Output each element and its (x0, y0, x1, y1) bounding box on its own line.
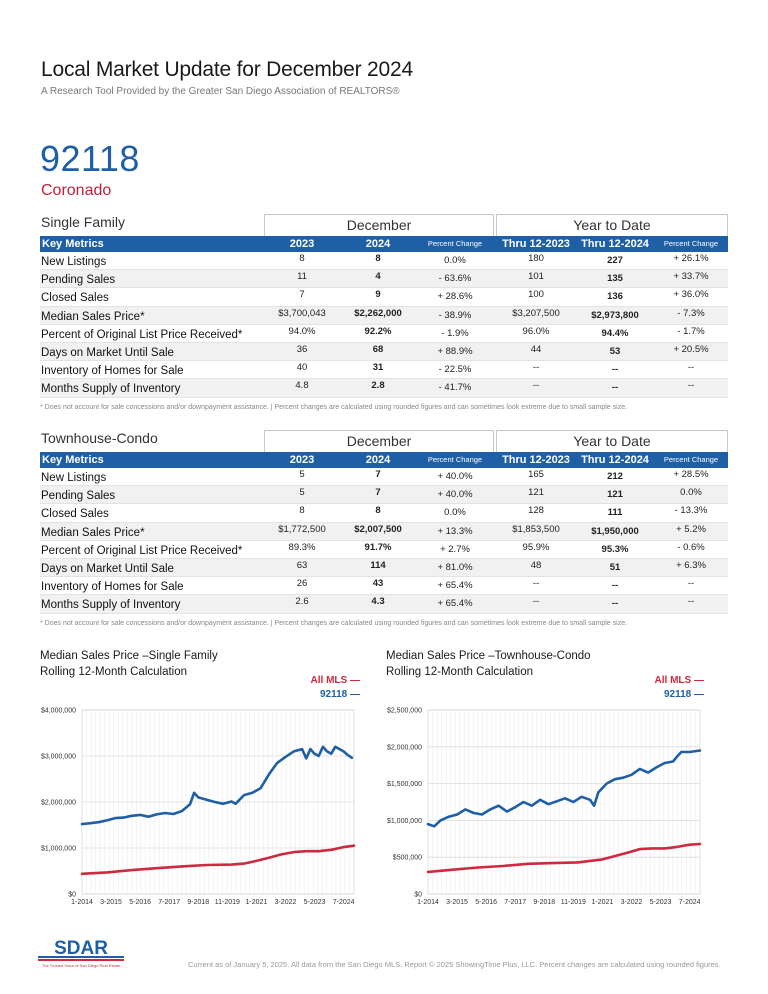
month-percent-change: + 65.4% (437, 580, 473, 592)
col-key-metrics: Key Metrics (42, 238, 104, 250)
month-2023-value: 2.6 (295, 596, 309, 608)
ytd-2024-value: -- (611, 598, 619, 610)
col-thru-2023: Thru 12-2023 (502, 454, 570, 466)
month-2024-value: $2,262,000 (354, 307, 402, 319)
metric-name: Inventory of Homes for Sale (41, 365, 184, 378)
col-ytd-percent-change: Percent Change (663, 455, 719, 464)
chart-subtitle-townhouse: Rolling 12-Month Calculation (386, 666, 534, 678)
ytd-2024-value: 212 (607, 471, 623, 482)
month-2024-value: 68 (372, 343, 384, 355)
ytd-2024-value: $2,973,800 (591, 309, 639, 321)
zip-code: 92118 (40, 138, 140, 179)
x-tick-label: 1-2021 (245, 899, 268, 906)
x-tick-label: 3-2022 (620, 899, 643, 906)
y-tick-label: $1,000,000 (40, 845, 76, 853)
x-tick-label: 11-2019 (214, 899, 240, 906)
chart-legend-townhouse (594, 674, 704, 702)
group-ytd: Year to Date (496, 430, 728, 452)
x-tick-label: 1-2014 (417, 899, 439, 906)
col-2023: 2023 (289, 238, 315, 250)
ytd-2023-value: 48 (530, 559, 542, 571)
month-2024-value: 114 (370, 559, 386, 571)
ytd-2024-value: -- (611, 382, 619, 394)
x-tick-label: 9-2018 (187, 899, 210, 906)
ytd-percent-change: -- (687, 578, 695, 590)
month-2024-value: 4.3 (371, 596, 385, 608)
area-name: Coronado (41, 182, 112, 199)
chart-subtitle-single-family: Rolling 12-Month Calculation (40, 666, 188, 678)
month-percent-change: - 63.6% (438, 273, 472, 285)
month-2023-value: 8 (299, 253, 305, 264)
ytd-percent-change: -- (687, 362, 695, 374)
metric-name: Median Sales Price* (41, 526, 145, 539)
month-2024-value: 9 (375, 289, 381, 301)
month-2023-value: $3,700,043 (278, 307, 326, 319)
metric-name: Pending Sales (41, 274, 116, 287)
x-tick-label: 5-2023 (303, 899, 326, 906)
ytd-percent-change: -- (687, 380, 695, 392)
month-percent-change: - 1.9% (441, 327, 469, 339)
month-percent-change: + 40.0% (437, 471, 473, 482)
y-tick-label: $0 (68, 891, 76, 899)
month-2023-value: 8 (299, 505, 305, 517)
legend-zip: 92118 — (319, 689, 360, 700)
ytd-2023-value: 44 (530, 343, 542, 355)
month-2023-value: 40 (296, 362, 308, 374)
ytd-2024-value: -- (611, 364, 619, 376)
ytd-2023-value: 121 (528, 487, 544, 499)
page-footer: Current as of January 5, 2025. All data from the San Diego MLS. Report © 2025 ShowingTime Plus, LLC. Percent changes are calculated using rounded figures. (188, 960, 721, 969)
x-tick-label: 7-2024 (678, 899, 701, 906)
y-tick-label: $1,000,000 (386, 817, 422, 825)
y-tick-label: $2,500,000 (386, 707, 422, 715)
month-2024-value: $2,007,500 (354, 523, 402, 535)
metric-name: Pending Sales (41, 490, 116, 503)
x-tick-label: 11-2019 (560, 899, 586, 906)
ytd-2023-value: 100 (528, 289, 544, 301)
group-month: December (264, 430, 494, 452)
x-tick-label: 3-2022 (274, 899, 297, 906)
ytd-2023-value: -- (532, 380, 540, 392)
col-thru-2023: Thru 12-2023 (502, 238, 570, 250)
x-tick-label: 1-2021 (591, 899, 614, 906)
month-2024-value: 92.2% (364, 325, 392, 337)
month-percent-change: + 13.3% (437, 525, 473, 537)
month-percent-change: - 38.9% (438, 309, 472, 321)
footnote: * Does not account for sale concessions and/or downpayment assistance. | Percent changes are calculated using rounded figures and can sometimes look extreme due to small sample size. (40, 620, 628, 627)
month-2023-value: 4.8 (295, 380, 309, 392)
month-percent-change: 0.0% (444, 507, 466, 519)
page-title: Local Market Update for December 2024 (41, 58, 413, 81)
metric-name: Days on Market Until Sale (41, 562, 174, 575)
month-2024-value: 31 (372, 362, 384, 374)
x-tick-label: 3-2015 (446, 899, 468, 906)
month-2024-value: 8 (375, 505, 381, 517)
ytd-2023-value: 165 (528, 469, 544, 480)
metric-name: Closed Sales (41, 292, 109, 305)
ytd-2023-value: 180 (528, 253, 544, 264)
ytd-2023-value: 101 (528, 271, 544, 283)
ytd-2024-value: 136 (607, 291, 623, 303)
x-tick-label: 3-2015 (100, 899, 122, 906)
y-tick-label: $2,000,000 (386, 744, 422, 752)
ytd-2023-value: $1,853,500 (512, 523, 560, 535)
y-tick-label: $500,000 (392, 854, 422, 862)
ytd-2023-value: -- (532, 578, 540, 590)
month-2023-value: 36 (296, 343, 308, 355)
metric-name: Days on Market Until Sale (41, 346, 174, 359)
page-subtitle: A Research Tool Provided by the Greater San Diego Association of REALTORS® (41, 86, 400, 97)
month-2024-value: 4 (375, 271, 381, 283)
col-2024: 2024 (365, 454, 391, 466)
section-label: Townhouse-Condo (41, 430, 158, 446)
group-ytd: Year to Date (496, 214, 728, 236)
ytd-percent-change: -- (687, 596, 695, 608)
group-month: December (264, 214, 494, 236)
month-percent-change: + 65.4% (437, 598, 473, 610)
x-tick-label: 1-2014 (71, 899, 93, 906)
month-2023-value: $1,772,500 (278, 523, 326, 535)
ytd-percent-change: + 33.7% (673, 271, 709, 283)
footnote: * Does not account for sale concessions and/or downpayment assistance. | Percent changes are calculated using rounded figures and can sometimes look extreme due to small sample size. (40, 404, 628, 411)
y-tick-label: $4,000,000 (40, 707, 76, 715)
y-tick-label: $0 (414, 891, 422, 899)
ytd-2024-value: 95.3% (601, 543, 629, 555)
month-2023-value: 63 (296, 559, 308, 571)
y-tick-label: $1,500,000 (386, 781, 422, 789)
month-percent-change: - 41.7% (438, 382, 472, 394)
y-tick-label: $2,000,000 (40, 799, 76, 807)
month-percent-change: - 22.5% (438, 364, 472, 376)
month-percent-change: + 28.6% (437, 291, 473, 303)
x-tick-label: 5-2023 (649, 899, 672, 906)
ytd-2024-value: 111 (607, 507, 623, 519)
ytd-2023-value: 96.0% (522, 325, 550, 337)
ytd-2024-value: 53 (609, 345, 621, 357)
metric-name: Months Supply of Inventory (41, 383, 181, 396)
metric-name: Closed Sales (41, 508, 109, 521)
month-2024-value: 43 (372, 578, 384, 590)
ytd-percent-change: + 28.5% (673, 469, 709, 480)
ytd-2023-value: 128 (528, 505, 544, 517)
x-tick-label: 7-2017 (158, 899, 181, 906)
month-2023-value: 11 (297, 271, 307, 283)
ytd-percent-change: - 0.6% (677, 541, 705, 553)
month-percent-change: + 40.0% (437, 489, 473, 501)
col-thru-2024: Thru 12-2024 (581, 454, 649, 466)
month-2023-value: 5 (299, 487, 305, 499)
ytd-2023-value: $3,207,500 (512, 307, 560, 319)
ytd-2024-value: $1,950,000 (591, 525, 639, 537)
x-tick-label: 7-2017 (504, 899, 527, 906)
metric-name: Percent of Original List Price Received* (41, 328, 243, 341)
month-percent-change: 0.0% (444, 255, 466, 266)
month-2024-value: 7 (375, 487, 381, 499)
month-2024-value: 8 (375, 253, 381, 264)
month-percent-change: + 88.9% (437, 345, 473, 357)
metric-name: Median Sales Price* (41, 310, 145, 323)
month-2023-value: 5 (299, 469, 305, 480)
month-2023-value: 26 (296, 578, 308, 590)
x-tick-label: 5-2016 (129, 899, 152, 906)
ytd-percent-change: + 5.2% (676, 523, 706, 535)
legend-zip: 92118 — (663, 689, 704, 700)
section-label: Single Family (41, 214, 126, 230)
month-percent-change: + 81.0% (437, 561, 473, 573)
x-tick-label: 9-2018 (533, 899, 556, 906)
month-percent-change: + 2.7% (440, 543, 470, 555)
month-2023-value: 7 (299, 289, 305, 301)
month-2024-value: 2.8 (371, 380, 385, 392)
col-key-metrics: Key Metrics (42, 454, 104, 466)
month-2023-value: 89.3% (288, 541, 316, 553)
logo-tagline: The Trusted Voice of San Diego Real Estate (41, 963, 121, 968)
ytd-2024-value: 94.4% (601, 327, 629, 339)
ytd-percent-change: - 1.7% (677, 325, 705, 337)
col-2023: 2023 (289, 454, 315, 466)
ytd-percent-change: - 7.3% (677, 307, 705, 319)
ytd-2024-value: 121 (607, 489, 623, 501)
month-2024-value: 91.7% (364, 541, 392, 553)
metric-name: New Listings (41, 472, 107, 484)
month-2023-value: 94.0% (288, 325, 316, 337)
logo-text: SDAR (54, 938, 108, 959)
col-2024: 2024 (365, 238, 391, 250)
col-ytd-percent-change: Percent Change (663, 239, 719, 248)
ytd-2023-value: -- (532, 362, 540, 374)
ytd-2023-value: 95.9% (522, 541, 550, 553)
ytd-percent-change: + 26.1% (673, 253, 709, 264)
ytd-percent-change: - 13.3% (674, 505, 708, 517)
ytd-2024-value: -- (611, 580, 619, 592)
col-thru-2024: Thru 12-2024 (581, 238, 649, 250)
y-tick-label: $3,000,000 (40, 753, 76, 761)
x-tick-label: 5-2016 (475, 899, 498, 906)
ytd-2023-value: -- (532, 596, 540, 608)
ytd-2024-value: 135 (607, 273, 623, 285)
chart-title-single-family: Median Sales Price –Single Family (40, 650, 218, 662)
chart-title-townhouse: Median Sales Price –Townhouse-Condo (386, 650, 591, 662)
ytd-percent-change: + 20.5% (673, 343, 709, 355)
col-percent-change: Percent Change (427, 455, 483, 464)
ytd-2024-value: 51 (609, 561, 621, 573)
legend-all-mls: All MLS — (654, 675, 704, 686)
metric-name: Percent of Original List Price Received* (41, 544, 243, 557)
ytd-percent-change: + 36.0% (673, 289, 709, 301)
ytd-percent-change: + 6.3% (676, 559, 706, 571)
ytd-2024-value: 227 (607, 255, 623, 266)
metric-name: New Listings (41, 256, 107, 268)
metric-name: Months Supply of Inventory (41, 599, 181, 612)
metric-name: Inventory of Homes for Sale (41, 581, 184, 594)
ytd-percent-change: 0.0% (680, 487, 702, 499)
x-tick-label: 7-2024 (332, 899, 355, 906)
col-percent-change: Percent Change (427, 239, 483, 248)
legend-all-mls: All MLS — (310, 675, 360, 686)
sdar-logo (38, 934, 124, 970)
month-2024-value: 7 (375, 469, 381, 480)
